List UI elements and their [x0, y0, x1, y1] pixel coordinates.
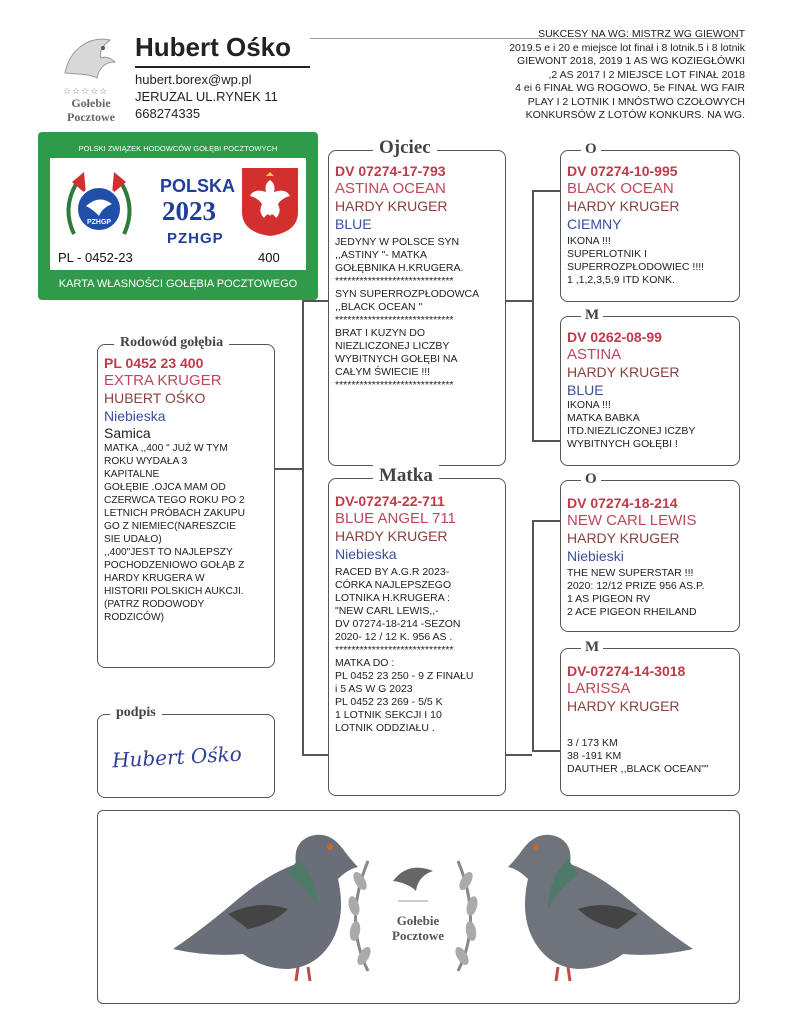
pigeon-right-icon [498, 819, 698, 989]
pigeon-legend: Rodowód gołębia [114, 335, 229, 351]
pigeon-notes: MATKA ,,400 " JUŻ W TYM ROKU WYDAŁA 3 KAPITALNE GOŁĘBIE .OJCA MAM OD CZERWCA TEGO ROKU PO 2 LETNICH PRÓBACH ZAKUPU GO Z NIEMIEC(NARESZCIE SIE UDAŁO) ,,400"JEST TO NAJLEPSZY POCHODZENIOWO GOŁĄB Z HARDY KRUGERA W HISTORII POLSKICH AUKCJI. (PATRZ RODOWODY RODZICÓW) [104, 443, 245, 623]
father-mother-legend: M [581, 307, 603, 324]
father-mother-ring: DV 0262-08-99 [567, 329, 662, 345]
father-father-ring: DV 07274-10-995 [567, 163, 678, 179]
name-underline [135, 66, 310, 68]
mother-mother-card [560, 639, 740, 796]
connector [504, 300, 532, 302]
connector [532, 190, 560, 192]
card-org: PZHGP [167, 230, 224, 247]
mother-father-notes: THE NEW SUPERSTAR !!! 2020: 12/12 PRIZE 956 AS.P. 1 AS PIGEON RV 2 ACE PIGEON RHEILAND [567, 567, 705, 618]
connector [532, 520, 534, 750]
laurel-wreath-icon [338, 821, 488, 991]
owner-email: hubert.borex@wp.pl [135, 72, 252, 87]
connector [302, 300, 304, 755]
logo [55, 28, 125, 128]
ownership-card [38, 132, 318, 300]
mother-mother-name: LARISSA [567, 680, 631, 697]
pzhgp-emblem-icon [54, 164, 144, 254]
pigeon-ring: PL 0452 23 400 [104, 355, 204, 371]
mother-father-name: NEW CARL LEWIS [567, 512, 697, 529]
mother-notes: RACED BY A.G.R 2023- CÓRKA NAJLEPSZEGO LOTNIKA H.KRUGERA : "NEW CARL LEWIS,,- DV 07274-18-214 -SEZON 2020- 12 / 12 K. 956 AS . ***************************** MATKA DO : PL 0452 23 250 - 9 Z FINAŁU i 5 AS W G 2023 PL 0452 23 269 - 5/5 K 1 LOTNIK SEKCJI I 10 LOTNIK ODDZIAŁU . [335, 566, 474, 734]
father-mother-name: ASTINA [567, 346, 622, 363]
card-country: POLSKA [160, 176, 236, 196]
card-top-text: POLSKI ZWIĄZEK HODOWCÓW GOŁĘBI POCZTOWYCH [78, 144, 278, 153]
card-ring: PL - 0452-23 [58, 250, 133, 265]
father-color: BLUE [335, 216, 372, 232]
mother-legend: Matka [373, 465, 439, 487]
logo-text: Gołebie Pocztowe [67, 96, 115, 124]
mother-father-legend: O [581, 471, 601, 488]
eagle-icon [55, 28, 125, 88]
father-father-color: CIEMNY [567, 216, 622, 232]
father-breeder: HARDY KRUGER [335, 198, 448, 214]
card-bottom-text: KARTA WŁASNOŚCI GOŁĘBIA POCZTOWEGO [58, 278, 298, 290]
mother-father-color: Niebieski [567, 548, 624, 564]
father-father-legend: O [581, 141, 601, 158]
pigeon-color: Niebieska [104, 408, 166, 424]
connector [302, 754, 328, 756]
owner-address: JERUZAL UL.RYNEK 11 [135, 89, 278, 104]
father-father-name: BLACK OCEAN [567, 180, 674, 197]
connector [504, 754, 532, 756]
father-card [328, 137, 506, 466]
mother-father-ring: DV 07274-18-214 [567, 495, 678, 511]
connector [302, 300, 328, 302]
father-name: ASTINA OCEAN [335, 180, 446, 197]
polish-eagle-icon [240, 166, 300, 238]
logo-stars: ☆☆☆☆☆ [63, 86, 109, 96]
father-legend: Ojciec [373, 137, 437, 159]
card-inner [50, 158, 306, 270]
emblem-text: PZHGP [86, 219, 112, 226]
connector [532, 520, 560, 522]
mother-ring: DV-07274-22-711 [335, 493, 445, 509]
card-year: 2023 [162, 196, 216, 226]
connector [532, 750, 560, 752]
mother-father-card [560, 471, 740, 632]
header [55, 28, 745, 133]
card-number: 400 [258, 250, 280, 265]
mother-mother-legend: M [581, 639, 603, 656]
father-mother-breeder: HARDY KRUGER [567, 364, 680, 380]
footer-panel [97, 810, 740, 1004]
connector [532, 190, 534, 440]
father-father-notes: IKONA !!! SUPERLOTNIK I SUPERROZPŁODOWIEC !!!! 1 ,1,2,3,5,9 ITD KONK. [567, 235, 705, 286]
footer-logo-text: Gołebie Pocztowe [392, 913, 444, 943]
connector [532, 440, 560, 442]
mother-color: Niebieska [335, 546, 397, 562]
father-ring: DV 07274-17-793 [335, 163, 446, 179]
owner-name: Hubert Ośko [135, 32, 292, 62]
success-text: SUKCESY NA WG: MISTRZ WG GIEWONT 2019.5 e i 20 e miejsce lot finał i 8 lotnik.5 i 8 lotnik GIEWONT 2018, 2019 1 AS WG KOZIEGŁÓWKI ,2 AS 2017 I 2 MIEJSCE LOT FINAŁ 2018 4 ei 6 FINAŁ WG ROGOWO, 5e FINAŁ WG FAIR PLAY I 2 LOTNIK I MNÓSTWO CZOŁOWYCH KONKURSÓW Z LOTÓW KONKURS. NA WG. [509, 28, 745, 121]
owner-phone: 668274335 [135, 106, 201, 121]
pigeon-sex: Samica [104, 425, 151, 441]
mother-mother-ring: DV-07274-14-3018 [567, 663, 686, 679]
father-mother-card [560, 307, 740, 466]
signature-legend: podpis [110, 705, 162, 721]
mother-father-breeder: HARDY KRUGER [567, 530, 680, 546]
mother-mother-notes: 3 / 173 KM 38 -191 KM DAUTHER ,,BLACK OCEAN"" [567, 737, 709, 775]
father-father-card [560, 141, 740, 302]
pigeon-breeder: HUBERT OŚKO [104, 390, 206, 406]
pigeon-card [97, 335, 275, 668]
father-father-breeder: HARDY KRUGER [567, 198, 680, 214]
mother-name: BLUE ANGEL 711 [335, 510, 456, 527]
father-mother-color: BLUE [567, 382, 604, 398]
mother-breeder: HARDY KRUGER [335, 528, 448, 544]
pigeon-name: EXTRA KRUGER [104, 372, 222, 389]
father-mother-notes: IKONA !!! MATKA BABKA ITD.NIEZLICZONEJ ICZBY WYBITNYCH GOŁĘBI ! [567, 399, 696, 450]
father-notes: JEDYNY W POLSCE SYN ,,ASTINY "- MATKA GOŁĘBNIKA H.KRUGERA. ***************************** SYN SUPERROZPŁODOWCA ,,BLACK OCEAN " ***************************** BRAT I KUZYN DO NIEZLICZONEJ LICZBY WYBITNYCH GOŁĘBI NA CAŁYM ŚWIECIE !!! ***************************** [335, 236, 480, 391]
mother-mother-breeder: HARDY KRUGER [567, 698, 680, 714]
signature: Hubert Ośko [111, 741, 243, 773]
connector [274, 468, 304, 470]
signature-box [97, 705, 275, 798]
mother-card [328, 465, 506, 796]
